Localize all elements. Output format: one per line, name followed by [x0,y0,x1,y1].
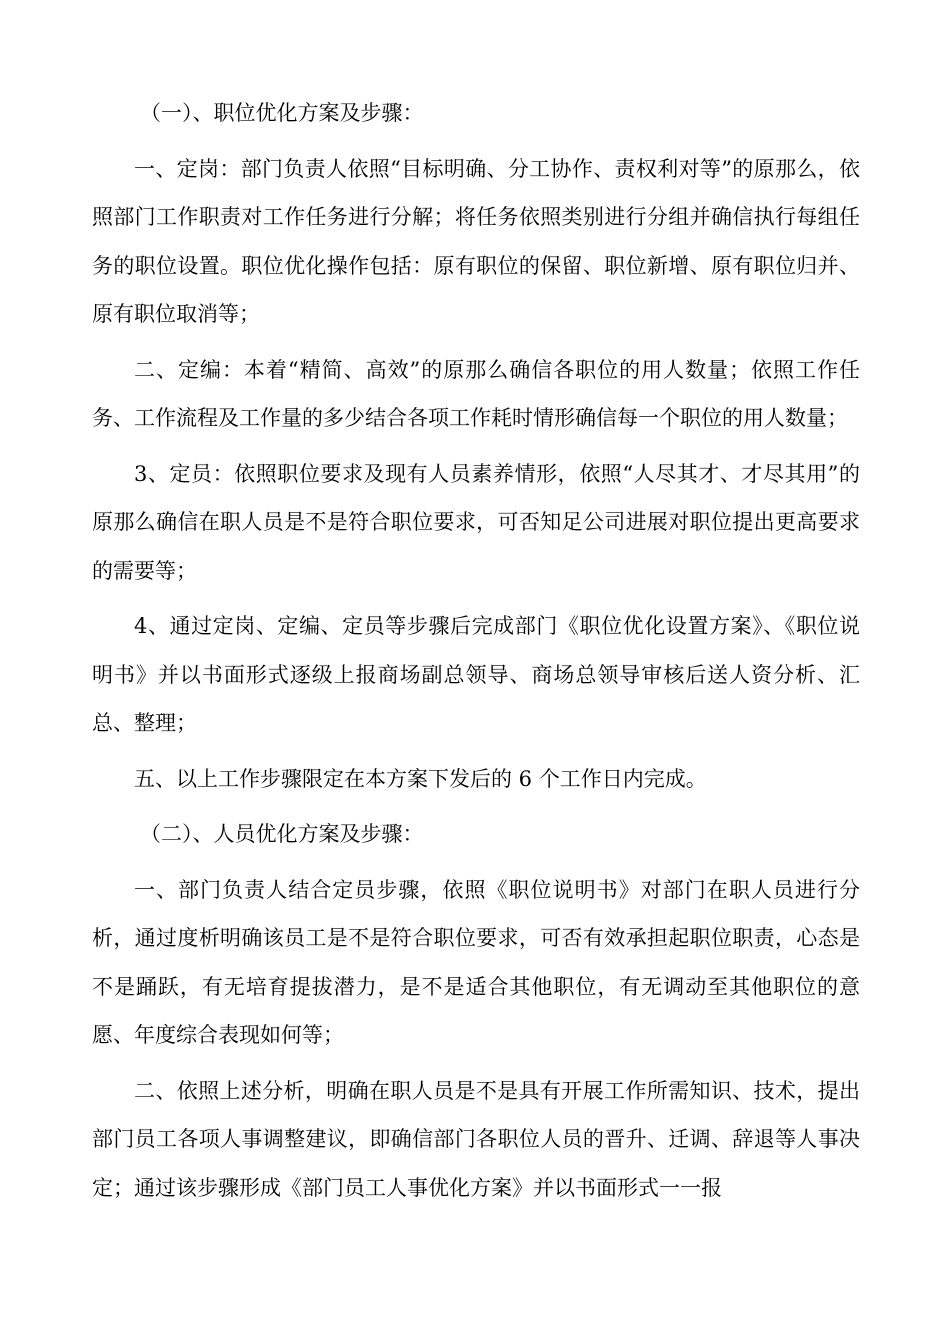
paragraph-staffing-quota: 二、定编：本着“精简、高效”的原那么确信各职位的用人数量；依照工作任务、工作流程及工作量的多少结合各项工作耗时情形确信每一个职位的用人数量； [92,357,860,430]
paragraph-staff-analysis: 一、部门负责人结合定员步骤，依照《职位说明书》对部门在职人员进行分析，通过度析明确该员工是不是符合职位要求，可否有效承担起职位职责，心态是不是踊跃，有无培育提拔潜力，是不是适合其他职位，有无调动至其他职位的意愿、年度综合表现如何等； [92,877,860,1047]
section-heading-position-optimization: （一）、职位优化方案及步骤： [140,101,424,125]
section-heading-personnel-optimization: （二）、人员优化方案及步骤： [140,822,424,846]
paragraph-deadline: 五、以上工作步骤限定在本方案下发后的 6 个工作日内完成。 [134,766,707,791]
paragraph-personnel-adjustment: 二、依照上述分析，明确在职人员是不是具有开展工作所需知识、技术，提出部门员工各项人事调整建议，即确信部门各职位人员的晋升、迁调、辞退等人事决定；通过该步骤形成《部门员工人事优化方案》并以书面形式一一报 [92,1078,860,1200]
paragraph-staff-assignment: 3、定员：依照职位要求及现有人员素养情形，依照“人尽其才、才尽其用”的原那么确信在职人员是不是符合职位要求，可否知足公司进展对职位提出更高要求的需要等； [92,461,860,583]
paragraph-position-setting: 一、定岗：部门负责人依照“目标明确、分工协作、责权利对等”的原那么，依照部门工作职责对工作任务进行分解；将任务依照类别进行分组并确信执行每组任务的职位设置。职位优化操作包括：原有职位的保留、职位新增、原有职位归并、原有职位取消等； [92,156,860,326]
document-body [92,89,860,1219]
paragraph-report-submission: 4、通过定岗、定编、定员等步骤后完成部门《职位优化设置方案》、《职位说明书》并以书面形式逐级上报商场副总领导、商场总领导审核后送人资分析、汇总、整理； [92,614,860,735]
